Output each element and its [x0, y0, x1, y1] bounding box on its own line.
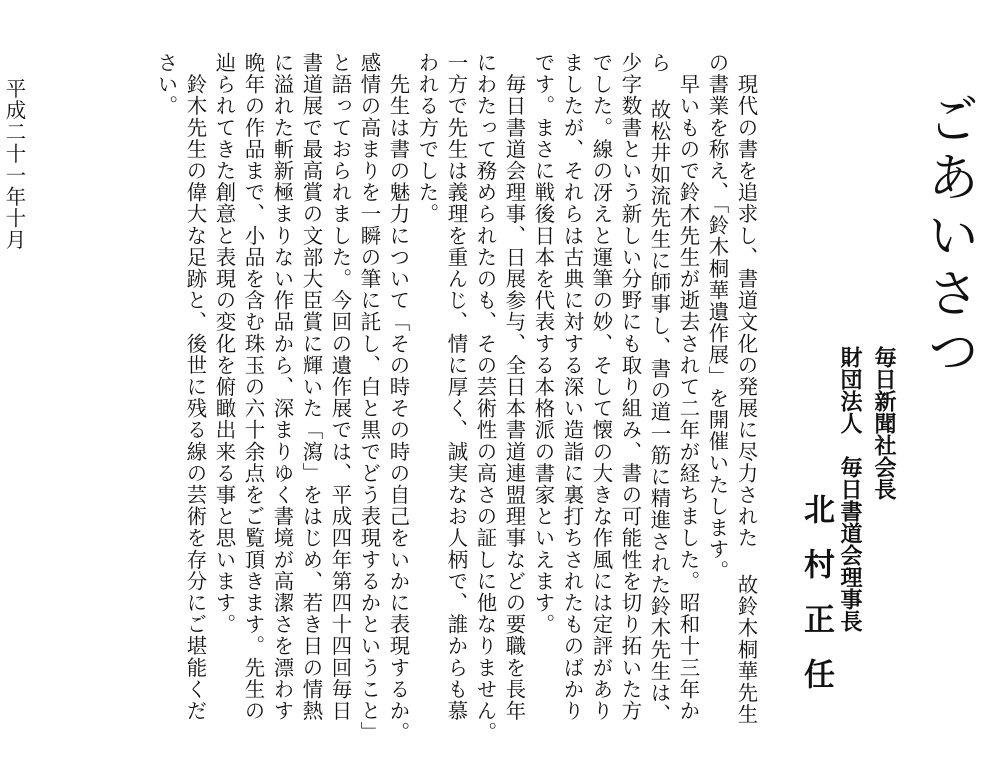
body-line: でした。線の冴えと運筆の妙、そして懐の大きな作風には定評があり — [589, 52, 614, 722]
signature-name: 北村正任 — [798, 493, 834, 713]
signature-title-1: 毎日新聞社会長 — [871, 346, 896, 500]
body-line: 先生は書の魅力について「その時その時の自己をいかに表現するか。 — [386, 52, 411, 744]
page-title: ごあいさつ — [918, 92, 978, 382]
body-line: 書道展で最高賞の文部大臣賞に輝いた「瀉」をはじめ、若き日の情熱 — [299, 52, 324, 722]
body-line: 晩年の作品まで、小品を含む珠玉の六十余点をご覧頂きます。先生の — [241, 52, 266, 722]
body-line: に溢れた斬新極まりない作品から、深まりゆく書境が高潔さを漂わす — [270, 52, 295, 722]
body-line: 現代の書を追求し、書道文化の発展に尽力された 故鈴木桐華先生 — [734, 52, 759, 726]
body-line: です。まさに戦後日本を代表する本格派の書家といえます。 — [531, 52, 556, 636]
body-line: の書業を称え、「鈴木桐華遺作展」を開催いたします。 — [705, 52, 730, 582]
signature-title-2: 財団法人 毎日書道会理事長 — [837, 346, 862, 632]
body-line: と語っておられました。今回の遺作展では、平成四年第四十四回毎日 — [328, 52, 353, 722]
date-line: 平成二十一年十月 — [2, 78, 27, 251]
body-line: 毎日書道会理事、日展参与、全日本書道連盟理事などの要職を長年 — [502, 52, 527, 722]
body-line: 辿られてきた創意と表現の変化を俯瞰出来る事と思います。 — [212, 52, 237, 636]
body-line: ら 故松井如流先生に師事し、書の道一筋に精進された鈴木先生は、 — [647, 52, 672, 726]
body-line: 早いもので鈴木先生が逝去されて二年が経ちました。昭和十三年か — [676, 52, 701, 722]
body-line: にわたって務められたのも、その芸術性の高さの証しに他なりません。 — [473, 52, 498, 744]
body-line: 一方で先生は義理を重んじ、情に厚く、誠実なお人柄で、誰からも慕 — [444, 52, 469, 722]
body-line: われる方でした。 — [415, 52, 440, 225]
body-line: 少字数書という新しい分野にも取り組み、書の可能性を切り拓いた方 — [618, 52, 643, 722]
body-line: 感情の高まりを一瞬の筆に託し、白と黒でどう表現するかということ」 — [357, 52, 382, 744]
body-line: さい。 — [154, 52, 179, 117]
body-line: 鈴木先生の偉大な足跡と、後世に残る線の芸術を存分にご堪能くだ — [183, 52, 208, 722]
body-line: ましたが、それらは古典に対する深い造詣に裏打ちされたものばかり — [560, 52, 585, 722]
